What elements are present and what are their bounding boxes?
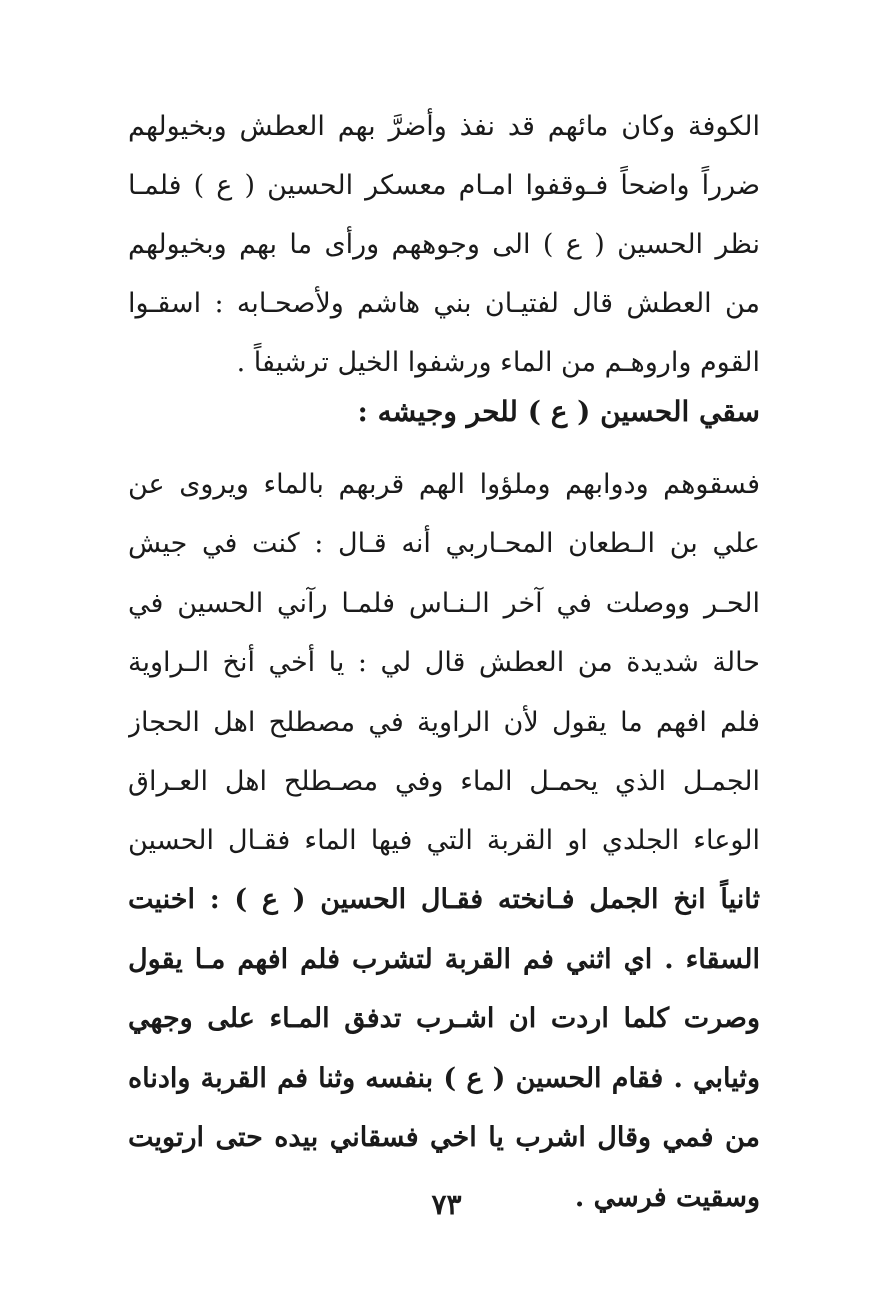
- text-line: السقاء . اي اثني فم القربة لتشرب فلم افهم مـا يقول: [128, 943, 760, 975]
- text-line: القوم واروهـم من الماء ورشفوا الخيل ترشيفاً .: [236, 347, 760, 378]
- text-line: ثانياً انخ الجمل فـانخته فقـال الحسين ( ع ) : اخنيت: [128, 884, 760, 915]
- text-line: من العطش قال لفتيـان بني هاشم ولأصحـابه : اسقـوا: [128, 288, 760, 319]
- text-line: الجمـل الذي يحمـل الماء وفي مصـطلح اهل العـراق: [128, 765, 760, 797]
- text-line: وسقيت فرسي .: [574, 1181, 760, 1213]
- paragraph-3: [128, 870, 760, 1227]
- section-heading: سقي الحسين ( ع ) للحر وجيشه :: [357, 395, 760, 428]
- text-line: فلم افهم ما يقول لأن الراوية في مصطلح اهل الحجاز: [128, 706, 760, 738]
- text-line: وصرت كلما اردت ان اشـرب تدفق المـاء على وجهي: [128, 1003, 760, 1034]
- paragraph-2: [128, 455, 760, 871]
- text-line: فسقوهم ودوابهم وملؤوا الهم قربهم بالماء ويروى عن: [128, 469, 760, 500]
- text-line: من فمي وقال اشرب يا اخي فسقاني بيده حتى ارتويت: [128, 1122, 760, 1153]
- text-line: حالة شديدة من العطش قال لي : يا أخي أنخ الـراوية: [128, 647, 760, 679]
- text-line: ضرراً واضحاً فـوقفوا امـام معسكر الحسين ( ع ) فلمـا: [128, 170, 760, 201]
- text-line: نظر الحسين ( ع ) الى وجوههم ورأى ما بهم وبخيولهم: [128, 229, 760, 260]
- paragraph-1: [128, 97, 760, 392]
- text-line: علي بن الـطعان المحـاربي أنه قـال : كنت في جيش: [128, 528, 760, 560]
- text-line: الوعاء الجلدي او القربة التي فيها الماء فقـال الحسين: [128, 825, 760, 857]
- text-line: الكوفة وكان مائهم قد نفذ وأضرَّ بهم العطش وبخيولهم: [128, 111, 760, 142]
- page-number: ٧٣: [431, 1188, 462, 1221]
- text-line: وثيابي . فقام الحسين ( ع ) بنفسه وثنا فم القربة وادناه: [128, 1062, 760, 1094]
- text-line: الحـر ووصلت في آخر الـنـاس فلمـا رآني الحسين في: [128, 587, 760, 619]
